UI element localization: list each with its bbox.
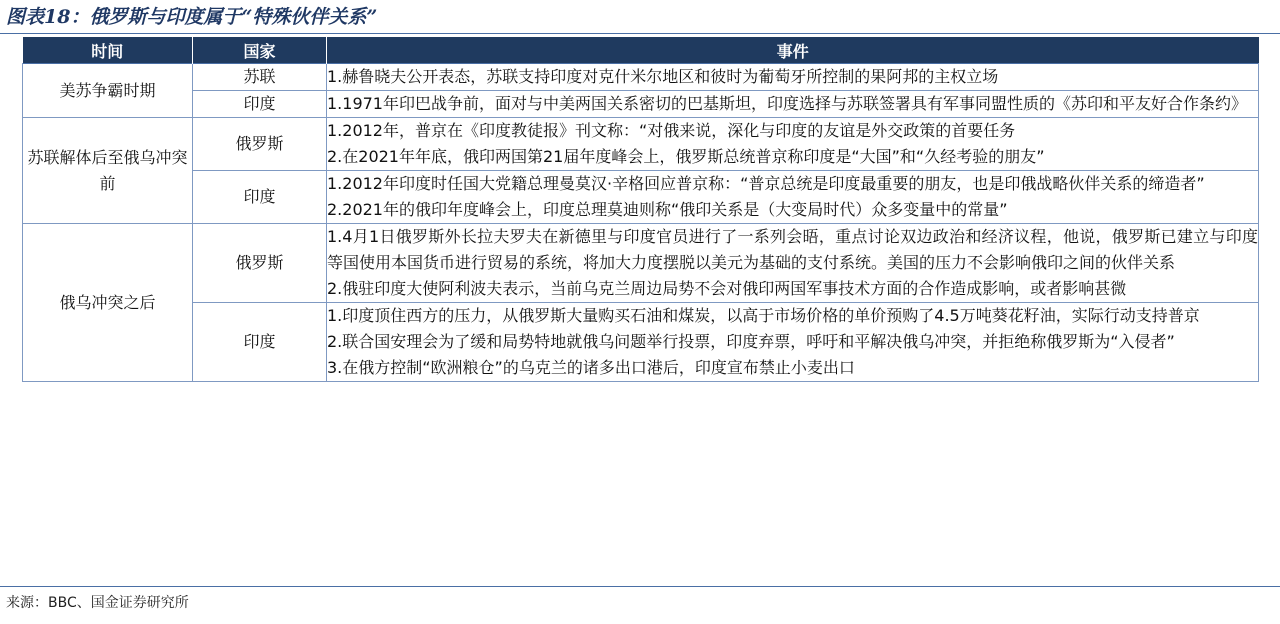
country-cell: 俄罗斯 <box>193 224 327 303</box>
period-cell: 俄乌冲突之后 <box>23 224 193 382</box>
table-row <box>23 171 1259 224</box>
table-header-row <box>23 37 1259 64</box>
event-text: 1.2012年印度时任国大党籍总理曼莫汉·辛格回应普京称：“普京总统是印度最重要的朋友，也是印俄战略伙伴关系的缔造者” <box>327 174 1205 193</box>
period-cell: 美苏争霸时期 <box>23 64 193 118</box>
period-cell: 苏联解体后至俄乌冲突前 <box>23 118 193 224</box>
event-text: 1.2012年，普京在《印度教徒报》刊文称：“对俄来说，深化与印度的友谊是外交政策的首要任务 <box>327 121 1016 140</box>
event-text: 3.在俄方控制“欧洲粮仓”的乌克兰的诸多出口港后，印度宣布禁止小麦出口 <box>327 358 855 377</box>
country-cell: 印度 <box>193 91 327 118</box>
country-cell: 苏联 <box>193 64 327 91</box>
event-text: 2.联合国安理会为了缓和局势特地就俄乌问题举行投票，印度弃票，呼吁和平解决俄乌冲突，并拒绝称俄罗斯为“入侵者” <box>327 332 1175 351</box>
bottom-divider <box>0 586 1280 587</box>
title-divider <box>0 33 1280 34</box>
events-cell <box>327 118 1259 171</box>
source-note: 来源：BBC、国金证券研究所 <box>6 595 189 611</box>
relations-table <box>22 37 1259 382</box>
table-row <box>23 91 1259 118</box>
country-cell: 印度 <box>193 303 327 382</box>
table-row <box>23 303 1259 382</box>
table-row <box>23 118 1259 171</box>
events-cell <box>327 224 1259 303</box>
header-country: 国家 <box>193 37 327 64</box>
event-text: 1.印度顶住西方的压力，从俄罗斯大量购买石油和煤炭，以高于市场价格的单价预购了4.5万吨葵花籽油，实际行动支持普京 <box>327 306 1200 325</box>
figure-title: 图表18：俄罗斯与印度属于“特殊伙伴关系” <box>6 6 378 28</box>
country-cell: 俄罗斯 <box>193 118 327 171</box>
event-text: 2.2021年的俄印年度峰会上，印度总理莫迪则称“俄印关系是（大变局时代）众多变量中的常量” <box>327 200 1008 219</box>
events-cell <box>327 303 1259 382</box>
event-text: 2.俄驻印度大使阿利波夫表示，当前乌克兰周边局势不会对俄印两国军事技术方面的合作造成影响，或者影响甚微 <box>327 279 1127 298</box>
country-cell: 印度 <box>193 171 327 224</box>
events-cell <box>327 91 1259 118</box>
event-text: 1.1971年印巴战争前，面对与中美两国关系密切的巴基斯坦，印度选择与苏联签署具有军事同盟性质的《苏印和平友好合作条约》 <box>327 94 1247 113</box>
events-cell <box>327 64 1259 91</box>
events-cell <box>327 171 1259 224</box>
table-row <box>23 64 1259 91</box>
header-events: 事件 <box>327 37 1259 64</box>
event-text: 1.4月1日俄罗斯外长拉夫罗夫在新德里与印度官员进行了一系列会晤，重点讨论双边政治和经济议程，他说，俄罗斯已建立与印度等国使用本国货币进行贸易的系统，将加大力度摆脱以美元为基础的支付系统。美国的压力不会影响俄印之间的伙伴关系 <box>327 227 1258 272</box>
event-text: 1.赫鲁晓夫公开表态，苏联支持印度对克什米尔地区和彼时为葡萄牙所控制的果阿邦的主权立场 <box>327 67 999 86</box>
event-text: 2.在2021年年底，俄印两国第21届年度峰会上，俄罗斯总统普京称印度是“大国”和“久经考验的朋友” <box>327 147 1045 166</box>
table-row <box>23 224 1259 303</box>
header-period: 时间 <box>23 37 193 64</box>
